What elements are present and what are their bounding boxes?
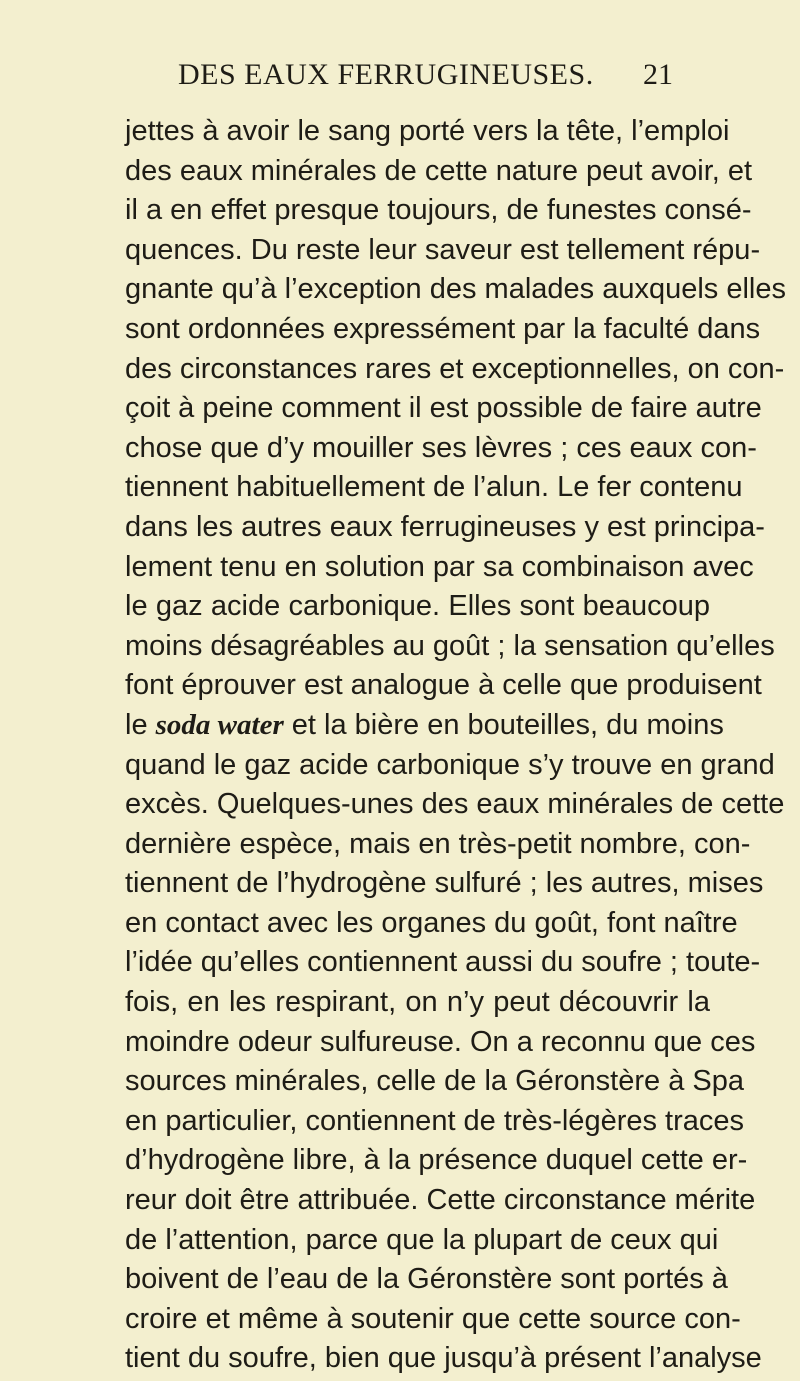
- text-line-12: lement tenu en solution par sa combinaison avec: [125, 550, 754, 583]
- text-line-15: font éprouver est analogue à celle que produisent: [125, 669, 762, 702]
- running-title: DES EAUX FERRUGINEUSES.: [178, 58, 594, 91]
- text-line-25: sources minérales, celle de la Géronstère à Spa: [125, 1065, 744, 1098]
- text-line-26: en particulier, contiennent de très-légères traces: [125, 1104, 745, 1137]
- text-line-30: boivent de l’eau de la Géronstère sont portés à: [125, 1263, 728, 1296]
- text-line-8: çoit à peine comment il est possible de faire autre: [125, 392, 762, 425]
- text-line-20: tiennent de l’hydrogène sulfuré ; les autres, mises: [125, 867, 764, 900]
- text-line-9: chose que d’y mouiller ses lèvres ; ces eaux con-: [125, 431, 757, 464]
- text-line-2: des eaux minérales de cette nature peut avoir, et: [125, 154, 753, 187]
- text-line-22: l’idée qu’elles contiennent aussi du soufre ; toute-: [125, 946, 761, 979]
- text-line-11: dans les autres eaux ferrugineuses y est principa-: [125, 510, 765, 543]
- text-line-10: tiennent habituellement de l’alun. Le fer contenu: [125, 471, 743, 504]
- text-line-19: dernière espèce, mais en très-petit nombre, con-: [125, 827, 751, 860]
- text-line-18: excès. Quelques-unes des eaux minérales de cette: [125, 788, 785, 821]
- text-line-29: de l’attention, parce que la plupart de ceux qui: [125, 1223, 719, 1256]
- text-line-21: en contact avec les organes du goût, font naître: [125, 906, 738, 939]
- text-line-24: moindre odeur sulfureuse. On a reconnu que ces: [125, 1025, 756, 1058]
- text-line-31: croire et même à soutenir que cette source con-: [125, 1302, 741, 1335]
- text-line-17: quand le gaz acide carbonique s’y trouve en grand: [125, 748, 775, 781]
- text-line-32: tient du soufre, bien que jusqu’à présent l’analyse: [125, 1342, 762, 1375]
- text-line-6: sont ordonnées expressément par la faculté dans: [125, 312, 761, 345]
- text-line-14: moins désagréables au goût ; la sensation qu’elles: [125, 629, 775, 662]
- text-line-3: il a en effet presque toujours, de funestes consé-: [125, 194, 752, 227]
- text-line-28: reur doit être attribuée. Cette circonstance mérite: [125, 1184, 756, 1217]
- body-text: [125, 112, 786, 1379]
- text-line-27: d’hydrogène libre, à la présence duquel cette er-: [125, 1144, 748, 1177]
- text-line-4: quences. Du reste leur saveur est tellement répu-: [125, 233, 761, 266]
- text-line-1: jettes à avoir le sang porté vers la tête, l’emploi: [125, 115, 730, 147]
- text-line-23: fois, en les respirant, on n’y peut découvrir la: [125, 986, 710, 1019]
- text-line-7: des circonstances rares et exceptionnelles, on con-: [125, 352, 785, 385]
- text-line-5: gnante qu’à l’exception des malades auxquels elles: [125, 273, 786, 306]
- page-number: 21: [643, 58, 673, 91]
- italic-phrase: soda water: [155, 708, 284, 741]
- text-line-16: [125, 706, 724, 746]
- text-line-13: le gaz acide carbonique. Elles sont beaucoup: [125, 590, 710, 623]
- running-head: [0, 58, 800, 98]
- text-line-16-after: et la bière en bouteilles, du moins: [283, 708, 724, 741]
- text-line-16-before: le: [125, 708, 156, 741]
